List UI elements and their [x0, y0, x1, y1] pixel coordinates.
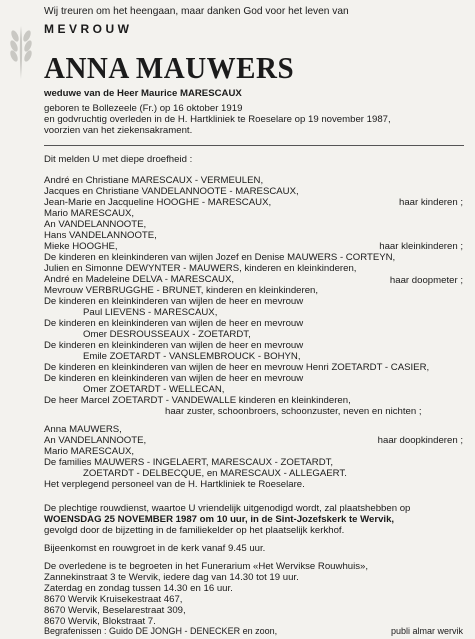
- family-line: Paul LIEVENS - MARESCAUX,: [83, 307, 218, 318]
- announce-line: Dit melden U met diepe droefheid :: [44, 154, 193, 165]
- bio-line: en godvruchtig overleden in de H. Hartkliniek te Roeselare op 19 november 1987,: [44, 114, 391, 125]
- title-prefix: MEVROUW: [44, 22, 133, 36]
- family-line: De kinderen en kleinkinderen van wijlen de heer en mevrouw: [44, 318, 304, 329]
- family-line: De families MAUWERS - INGELAERT, MARESCAUX - ZOETARDT,: [44, 457, 334, 468]
- role-grandchildren: haar kleinkinderen ;: [379, 241, 463, 252]
- viewing-line: De overledene is te begroeten in het Funerarium «Het Wervikse Rouwhuis»,: [44, 561, 369, 572]
- printer-credit: publi almar wervik: [390, 626, 463, 636]
- address-line: 8670 Wervik, Blokstraat 7.: [44, 616, 156, 627]
- viewing-line: Zannekinstraat 3 te Wervik, iedere dag van 14.30 tot 19 uur.: [44, 572, 299, 583]
- family-line: Het verplegend personeel van de H. Hartkliniek te Roeselare.: [44, 479, 305, 490]
- family-line: Omer ZOETARDT - WELLECAN,: [83, 384, 225, 395]
- family-line: Julien en Simonne DEWYNTER - MAUWERS, kinderen en kleinkinderen,: [44, 263, 357, 274]
- family-line: ZOETARDT - DELBECQUE, en MARESCAUX - ALLEGAERT.: [83, 468, 347, 479]
- role-godchild: haar doopmeter ;: [389, 275, 463, 286]
- deceased-name: ANNA MAUWERS: [44, 51, 295, 86]
- service-line: WOENSDAG 25 NOVEMBER 1987 om 10 uur, in de Sint-Jozefskerk te Wervik,: [44, 514, 395, 525]
- family-line: Mario MARESCAUX,: [44, 208, 135, 219]
- family-line: Omer DESROUSSEAUX - ZOETARDT,: [83, 329, 251, 340]
- family-line: haar zuster, schoonbroers, schoonzuster, neven en nichten ;: [165, 406, 422, 417]
- family-line: De heer Marcel ZOETARDT - VANDEWALLE kinderen en kleinkinderen,: [44, 395, 351, 406]
- family-line: Emile ZOETARDT - VANSLEMBROUCK - BOHYN,: [83, 351, 301, 362]
- family-line: André en Christiane MARESCAUX - VERMEULEN,: [44, 175, 264, 186]
- family-line: Jean-Marie en Jacqueline HOOGHE - MARESCAUX,: [44, 197, 272, 208]
- family-line: De kinderen en kleinkinderen van wijlen de heer en mevrouw: [44, 373, 304, 384]
- address-line: 8670 Wervik, Beselarestraat 309,: [44, 605, 186, 616]
- intro-line: Wij treuren om het heengaan, maar danken God voor het leven van: [44, 6, 349, 17]
- widow-line: weduwe van de Heer Maurice MARESCAUX: [44, 88, 242, 99]
- family-line: De kinderen en kleinkinderen van wijlen de heer en mevrouw: [44, 296, 304, 307]
- family-line: Mario MARESCAUX,: [44, 446, 135, 457]
- address-line: 8670 Wervik Kruisekestraat 467,: [44, 594, 183, 605]
- service-line: De plechtige rouwdienst, waartoe U vriendelijk uitgenodigd wordt, zal plaatshebben op: [44, 503, 411, 514]
- divider: [44, 145, 464, 146]
- family-line: An VANDELANNOOTE,: [44, 219, 147, 230]
- family-line: Hans VANDELANNOOTE,: [44, 230, 157, 241]
- gathering-line: Bijeenkomst en rouwgroet in de kerk vanaf 9.45 uur.: [44, 543, 266, 554]
- family-line: An VANDELANNOOTE,: [44, 435, 147, 446]
- family-line: De kinderen en kleinkinderen van wijlen de heer en mevrouw Henri ZOETARDT - CASIER,: [44, 362, 430, 373]
- bio-line: voorzien van het ziekensakrament.: [44, 125, 193, 136]
- wheat-ear-icon: [4, 22, 38, 80]
- viewing-line: Zaterdag en zondag tussen 14.30 en 16 uur.: [44, 583, 233, 594]
- bio-line: geboren te Bollezeele (Fr.) op 16 oktober 1919: [44, 103, 243, 114]
- family-line: André en Madeleine DELVA - MARESCAUX,: [44, 274, 235, 285]
- family-line: De kinderen en kleinkinderen van wijlen de heer en mevrouw: [44, 340, 304, 351]
- role-godchildren: haar doopkinderen ;: [377, 435, 463, 446]
- family-line: Anna MAUWERS,: [44, 424, 122, 435]
- family-line: Mevrouw VERBRUGGHE - BRUNET, kinderen en kleinkinderen,: [44, 285, 319, 296]
- role-children: haar kinderen ;: [399, 197, 463, 208]
- family-line: De kinderen en kleinkinderen van wijlen Jozef en Denise MAUWERS - CORTEYN,: [44, 252, 396, 263]
- family-line: Jacques en Christiane VANDELANNOOTE - MARESCAUX,: [44, 186, 299, 197]
- undertaker-line: Begrafenissen : Guido DE JONGH - DENECKER en zoon,: [44, 626, 278, 636]
- family-line: Mieke HOOGHE,: [44, 241, 118, 252]
- service-line: gevolgd door de bijzetting in de familiekelder op het plaatselijk kerkhof.: [44, 525, 345, 536]
